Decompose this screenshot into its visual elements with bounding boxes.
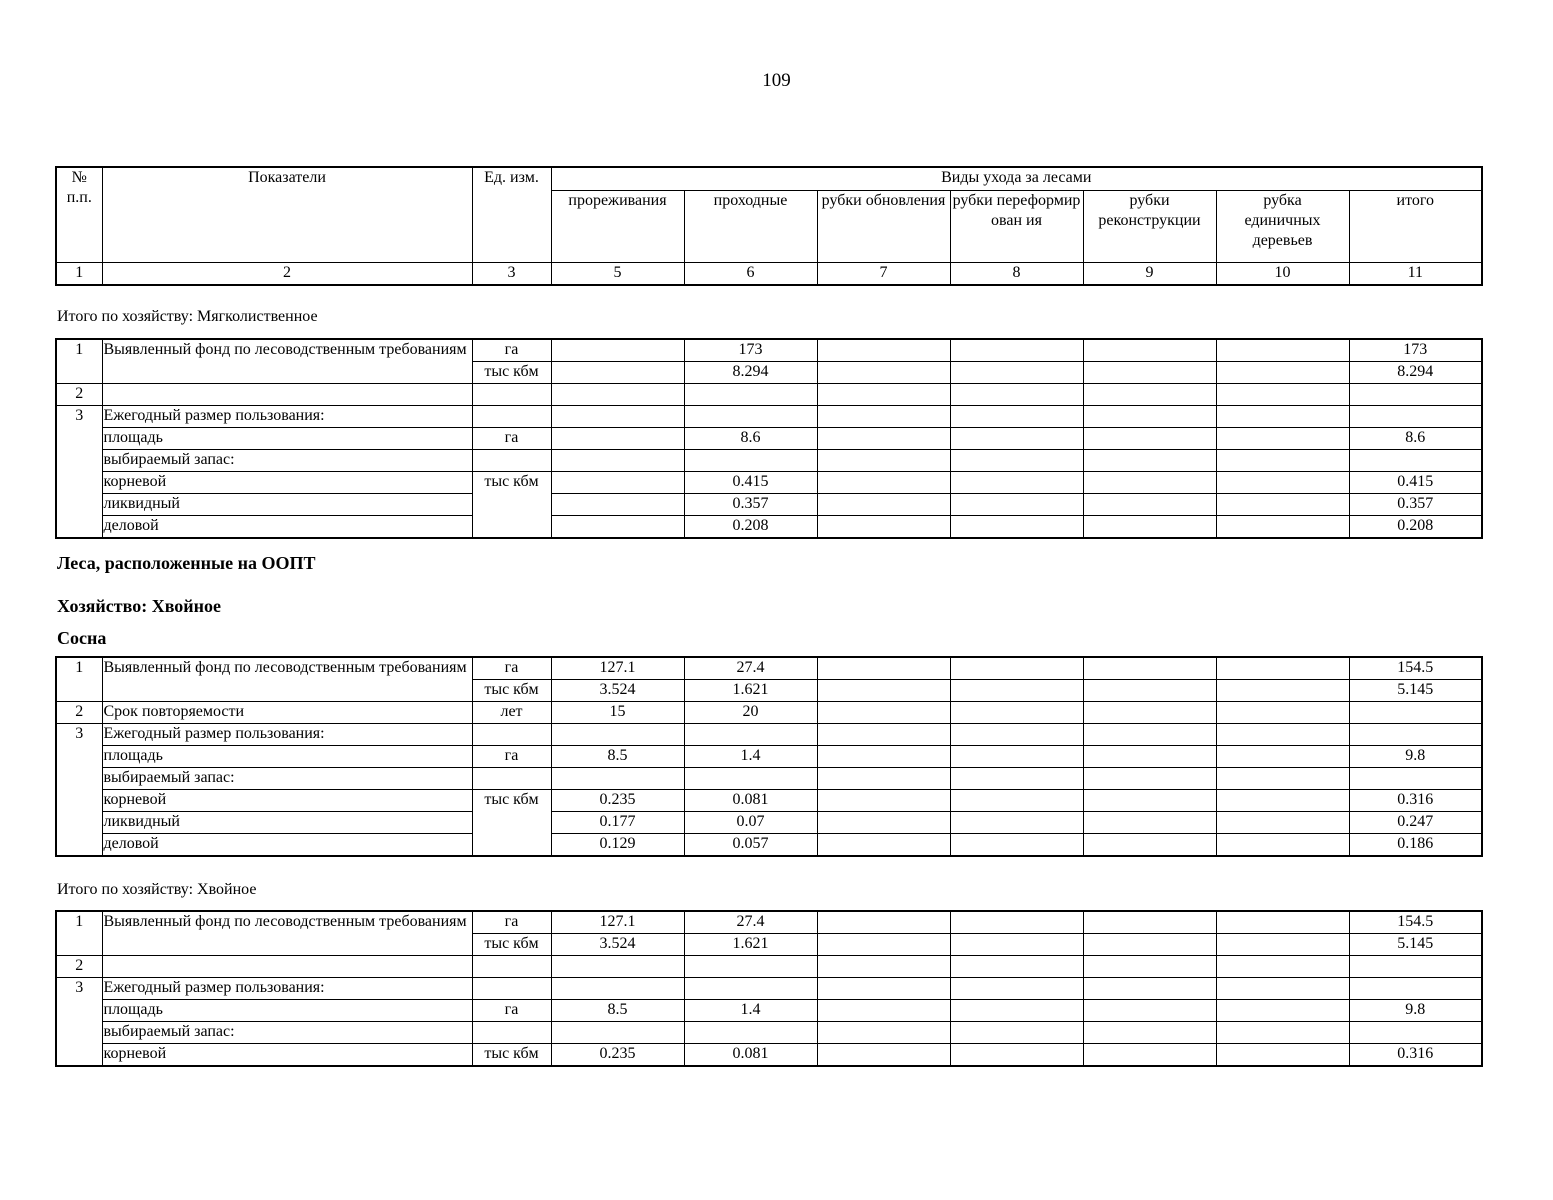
value-cell: 1.4	[684, 746, 817, 768]
table-row	[56, 494, 1482, 516]
value-cell	[1083, 746, 1216, 768]
value-cell	[1216, 680, 1349, 702]
value-cell	[950, 1044, 1083, 1067]
value-cell: 8.5	[551, 1000, 684, 1022]
value-cell	[1216, 934, 1349, 956]
value-cell	[1083, 657, 1216, 680]
table-row	[56, 911, 1482, 934]
value-cell	[950, 516, 1083, 539]
header-number: 11	[1349, 262, 1482, 285]
value-cell	[1216, 790, 1349, 812]
header-col-unit: Ед. изм.	[472, 167, 551, 262]
value-cell	[1083, 339, 1216, 362]
unit-cell: га	[472, 657, 551, 680]
header-number: 10	[1216, 262, 1349, 285]
header-group-title: Виды ухода за лесами	[551, 167, 1482, 190]
header-type-single-trees: рубка единичных деревьев	[1216, 190, 1349, 262]
value-cell	[551, 472, 684, 494]
value-cell: 8.6	[1349, 428, 1482, 450]
value-cell: 20	[684, 702, 817, 724]
row-label: корневой	[102, 790, 472, 812]
header-col-num: № п.п.	[56, 167, 102, 262]
row-number: 1	[56, 657, 102, 702]
row-label: выбираемый запас:	[102, 1022, 472, 1044]
farm-heading: Хозяйство: Хвойное	[57, 596, 222, 616]
value-cell	[950, 339, 1083, 362]
unit-cell: тыс кбм	[472, 472, 551, 539]
row-label: Ежегодный размер пользования:	[102, 724, 472, 746]
value-cell	[817, 339, 950, 362]
table-row	[56, 657, 1482, 680]
unit-cell: тыс кбм	[472, 680, 551, 702]
header-number: 8	[950, 262, 1083, 285]
value-cell: 3.524	[551, 934, 684, 956]
table-row	[56, 956, 1482, 978]
row-label: площадь	[102, 1000, 472, 1022]
value-cell: 0.081	[684, 790, 817, 812]
unit-cell: га	[472, 746, 551, 768]
row-label: площадь	[102, 428, 472, 450]
value-cell	[1216, 516, 1349, 539]
value-cell	[817, 1044, 950, 1067]
row-label: площадь	[102, 746, 472, 768]
value-cell: 0.235	[551, 790, 684, 812]
table-row	[56, 746, 1482, 768]
value-cell	[1216, 1044, 1349, 1067]
value-cell: 8.6	[684, 428, 817, 450]
row-label: деловой	[102, 516, 472, 539]
value-cell	[950, 746, 1083, 768]
value-cell: 27.4	[684, 911, 817, 934]
value-cell	[817, 834, 950, 857]
value-cell	[1216, 834, 1349, 857]
table-row	[56, 516, 1482, 539]
value-cell: 5.145	[1349, 934, 1482, 956]
value-cell: 27.4	[684, 657, 817, 680]
header-number: 3	[472, 262, 551, 285]
value-cell: 8.294	[684, 362, 817, 384]
value-cell	[950, 702, 1083, 724]
value-cell	[950, 472, 1083, 494]
row-number: 2	[56, 702, 102, 724]
value-cell	[950, 934, 1083, 956]
row-label: выбираемый запас:	[102, 768, 472, 790]
value-cell	[950, 494, 1083, 516]
value-cell: 0.177	[551, 812, 684, 834]
row-number: 1	[56, 911, 102, 956]
value-cell	[1083, 494, 1216, 516]
value-cell	[1083, 1000, 1216, 1022]
value-cell	[1216, 911, 1349, 934]
header-type-passage: проходные	[684, 190, 817, 262]
value-cell: 3.524	[551, 680, 684, 702]
value-cell: 0.07	[684, 812, 817, 834]
value-cell	[551, 428, 684, 450]
table-row	[56, 1000, 1482, 1022]
value-cell	[1083, 790, 1216, 812]
value-cell	[950, 812, 1083, 834]
value-cell: 173	[684, 339, 817, 362]
value-cell: 0.316	[1349, 1044, 1482, 1067]
header-number: 1	[56, 262, 102, 285]
value-cell	[950, 657, 1083, 680]
value-cell: 173	[1349, 339, 1482, 362]
value-cell	[1216, 339, 1349, 362]
value-cell	[817, 934, 950, 956]
value-cell	[1083, 680, 1216, 702]
value-cell: 0.357	[1349, 494, 1482, 516]
table-row	[56, 450, 1482, 472]
value-cell	[817, 746, 950, 768]
value-cell	[817, 1000, 950, 1022]
table-row	[56, 339, 1482, 362]
value-cell	[817, 790, 950, 812]
value-cell	[1216, 702, 1349, 724]
value-cell: 127.1	[551, 657, 684, 680]
value-cell	[1083, 516, 1216, 539]
value-cell	[950, 790, 1083, 812]
header-type-reformation: рубки переформирован ия	[950, 190, 1083, 262]
value-cell	[950, 1000, 1083, 1022]
protected-forests-heading: Леса, расположенные на ООПТ	[57, 553, 316, 573]
value-cell: 0.081	[684, 1044, 817, 1067]
unit-cell: га	[472, 1000, 551, 1022]
value-cell: 0.129	[551, 834, 684, 857]
header-number: 7	[817, 262, 950, 285]
value-cell: 127.1	[551, 911, 684, 934]
value-cell	[1216, 472, 1349, 494]
value-cell	[817, 911, 950, 934]
row-label: выбираемый запас:	[102, 450, 472, 472]
softwood-total-table	[55, 338, 1483, 539]
row-label: Выявленный фонд по лесоводственным требованиям	[102, 339, 472, 384]
value-cell	[950, 834, 1083, 857]
value-cell	[1083, 911, 1216, 934]
conifer-total-table	[55, 910, 1483, 1067]
row-number: 2	[56, 384, 102, 406]
value-cell	[817, 812, 950, 834]
value-cell: 0.357	[684, 494, 817, 516]
table-row	[56, 978, 1482, 1000]
value-cell: 0.415	[684, 472, 817, 494]
page-number: 109	[762, 70, 791, 91]
header-number: 6	[684, 262, 817, 285]
value-cell: 0.186	[1349, 834, 1482, 857]
value-cell	[1349, 702, 1482, 724]
value-cell	[1216, 1000, 1349, 1022]
value-cell	[1216, 428, 1349, 450]
conifer-total-caption: Итого по хозяйству: Хвойное	[57, 881, 257, 898]
row-label: Ежегодный размер пользования:	[102, 406, 472, 428]
value-cell	[551, 362, 684, 384]
table-row	[56, 724, 1482, 746]
value-cell	[817, 362, 950, 384]
row-number: 3	[56, 724, 102, 857]
value-cell: 5.145	[1349, 680, 1482, 702]
row-label: ликвидный	[102, 812, 472, 834]
table-row	[56, 812, 1482, 834]
header-number: 5	[551, 262, 684, 285]
unit-cell: тыс кбм	[472, 934, 551, 956]
table-row	[56, 702, 1482, 724]
table-row	[56, 428, 1482, 450]
softwood-total-caption: Итого по хозяйству: Мягколиственное	[57, 308, 318, 325]
value-cell: 8.5	[551, 746, 684, 768]
row-label: Срок повторяемости	[102, 702, 472, 724]
value-cell	[1216, 812, 1349, 834]
value-cell: 0.057	[684, 834, 817, 857]
table-row	[56, 406, 1482, 428]
value-cell: 154.5	[1349, 911, 1482, 934]
value-cell	[950, 680, 1083, 702]
value-cell	[817, 472, 950, 494]
species-heading: Сосна	[57, 628, 107, 648]
value-cell	[817, 657, 950, 680]
pine-table	[55, 656, 1483, 857]
row-number: 1	[56, 339, 102, 384]
value-cell: 0.316	[1349, 790, 1482, 812]
value-cell	[817, 702, 950, 724]
value-cell	[551, 339, 684, 362]
header-number: 2	[102, 262, 472, 285]
value-cell: 154.5	[1349, 657, 1482, 680]
header-col-indicators: Показатели	[102, 167, 472, 262]
header-type-renewal: рубки обновления	[817, 190, 950, 262]
unit-cell: га	[472, 428, 551, 450]
unit-cell: га	[472, 911, 551, 934]
value-cell	[950, 911, 1083, 934]
table-row	[56, 834, 1482, 857]
value-cell	[1083, 934, 1216, 956]
table-row	[56, 1022, 1482, 1044]
unit-cell: га	[472, 339, 551, 362]
value-cell: 15	[551, 702, 684, 724]
value-cell	[1083, 428, 1216, 450]
value-cell: 1.621	[684, 934, 817, 956]
value-cell: 0.247	[1349, 812, 1482, 834]
header-type-total: итого	[1349, 190, 1482, 262]
value-cell: 0.235	[551, 1044, 684, 1067]
header-type-reconstruction: рубки реконструкции	[1083, 190, 1216, 262]
value-cell	[1083, 812, 1216, 834]
table-row	[56, 1044, 1482, 1067]
table-row	[56, 384, 1482, 406]
value-cell	[1083, 472, 1216, 494]
value-cell	[1216, 657, 1349, 680]
value-cell: 1.4	[684, 1000, 817, 1022]
unit-cell: лет	[472, 702, 551, 724]
table-row	[56, 472, 1482, 494]
header-type-thinning: прореживания	[551, 190, 684, 262]
row-label: корневой	[102, 472, 472, 494]
value-cell	[1083, 1044, 1216, 1067]
row-label: Выявленный фонд по лесоводственным требованиям	[102, 657, 472, 702]
value-cell	[1216, 746, 1349, 768]
value-cell	[817, 494, 950, 516]
value-cell	[551, 494, 684, 516]
header-number: 9	[1083, 262, 1216, 285]
row-label: Ежегодный размер пользования:	[102, 978, 472, 1000]
value-cell: 8.294	[1349, 362, 1482, 384]
row-number: 3	[56, 406, 102, 539]
value-cell	[817, 428, 950, 450]
table-row	[56, 790, 1482, 812]
value-cell	[817, 516, 950, 539]
value-cell	[1216, 362, 1349, 384]
value-cell: 0.415	[1349, 472, 1482, 494]
value-cell	[551, 516, 684, 539]
row-number: 2	[56, 956, 102, 978]
row-label: ликвидный	[102, 494, 472, 516]
value-cell: 0.208	[1349, 516, 1482, 539]
value-cell	[950, 362, 1083, 384]
unit-cell: тыс кбм	[472, 362, 551, 384]
row-number: 3	[56, 978, 102, 1067]
value-cell: 9.8	[1349, 1000, 1482, 1022]
unit-cell: тыс кбм	[472, 1044, 551, 1067]
row-label: деловой	[102, 834, 472, 857]
value-cell	[817, 680, 950, 702]
value-cell	[1083, 834, 1216, 857]
value-cell: 9.8	[1349, 746, 1482, 768]
value-cell	[950, 428, 1083, 450]
row-label: Выявленный фонд по лесоводственным требованиям	[102, 911, 472, 956]
header-table	[55, 166, 1483, 286]
value-cell: 1.621	[684, 680, 817, 702]
table-row	[56, 768, 1482, 790]
value-cell: 0.208	[684, 516, 817, 539]
unit-cell: тыс кбм	[472, 790, 551, 857]
value-cell	[1083, 362, 1216, 384]
value-cell	[1216, 494, 1349, 516]
row-label: корневой	[102, 1044, 472, 1067]
value-cell	[1083, 702, 1216, 724]
